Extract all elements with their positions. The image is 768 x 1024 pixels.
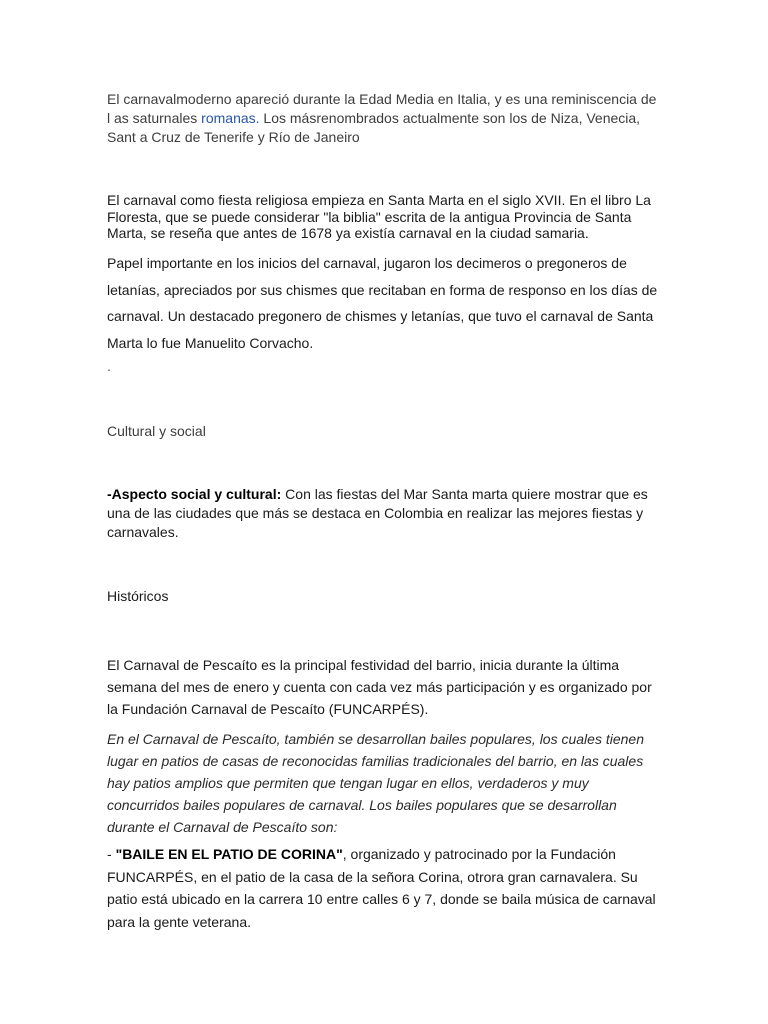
heading-historicos: Históricos xyxy=(107,588,169,604)
paragraph-baile-patio-corina xyxy=(107,843,663,933)
paragraph-text: Con las fiestas del Mar Santa marta quiere mostrar que es una de las ciudades que más se destaca en Colombia en realizar las mejores fiestas y carnavales. xyxy=(107,486,648,540)
paragraph-fiesta-religiosa: El carnaval como fiesta religiosa empieza en Santa Marta en el siglo XVII. En el libro La Floresta, que se puede considerar "la biblia" escrita de la antigua Provincia de Santa Marta, se reseña que antes de 1678 ya existía carnaval en la ciudad samaria. xyxy=(107,192,651,241)
paragraph-carnaval-moderno xyxy=(107,90,663,147)
paragraph-text: Los másrenombrados actualmente son los de Niza, Venecia, Sant a Cruz de Tenerife y Río de Janeiro xyxy=(107,110,641,145)
aspecto-label: -Aspecto social y cultural: xyxy=(107,486,282,502)
paragraph-text: , organizado y patrocinado por la Fundación FUNCARPÉS, en el patio de la casa de la señora Corina, otrora gran carnavalera. Su patio está ubicado en la carrera 10 entre calles 6 y 7, donde se baila música de carnaval para la gente veterana. xyxy=(107,846,656,930)
list-dash: - xyxy=(107,846,116,862)
heading-cultural-social: Cultural y social xyxy=(107,423,206,439)
paragraph-pregoneros: Papel importante en los inicios del carnaval, jugaron los decimeros o pregoneros de letanías, apreciados por sus chismes que recitaban en forma de responso en los días de carnaval. Un destacado pregonero de chismes y letanías, que tuvo el carnaval de Santa Marta lo fue Manuelito Corvacho. xyxy=(107,255,658,351)
baile-title: "BAILE EN EL PATIO DE CORINA" xyxy=(115,846,343,862)
paragraph-text: El carnavalmoderno apareció durante la Edad Media en Italia, y es una reminiscencia de l as saturnales xyxy=(107,91,657,126)
paragraph-bailes-populares: En el Carnaval de Pescaíto, también se desarrollan bailes populares, los cuales tienen lugar en patios de casas de reconocidas familias tradicionales del barrio, en las cuales hay patios amplios que permiten que tengan lugar en ellos, verdaderos y muy concurridos bailes populares de carnaval. Los bailes populares que se desarrollan durante el Carnaval de Pescaíto son: xyxy=(107,731,644,835)
stray-dot: . xyxy=(107,358,111,374)
paragraph-carnaval-pescaito: El Carnaval de Pescaíto es la principal festividad del barrio, inicia durante la última semana del mes de enero y cuenta con cada vez más participación y es organizado por la Fundación Carnaval de Pescaíto (FUNCARPÉS). xyxy=(107,657,652,717)
paragraph-aspecto-social xyxy=(107,485,663,542)
romanas-link[interactable]: romanas. xyxy=(201,110,260,126)
